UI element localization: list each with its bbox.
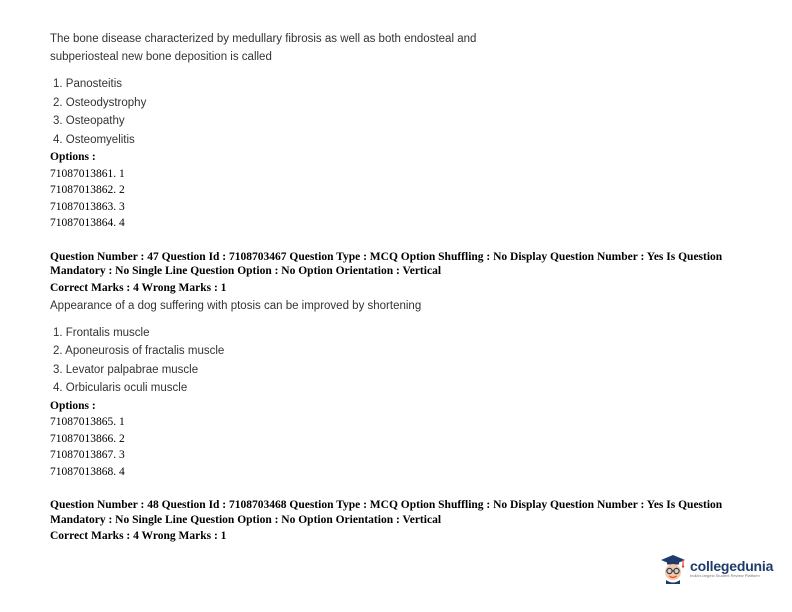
question-paper [50,30,750,545]
question-marks: Correct Marks : 4 Wrong Marks : 1 [50,281,227,294]
collegedunia-logo [660,553,773,585]
logo-wordmark: collegedunia [690,558,774,574]
option-id: 71087013864. 4 [50,217,125,229]
option-id: 71087013868. 4 [50,465,125,478]
answer-option: 1. Panosteitis [53,78,123,90]
options-label: Options : [50,151,96,163]
option-id: 71087013865. 1 [50,416,125,428]
question-stem: Appearance of a dog suffering with ptosis can be improved by shortening [50,299,422,312]
answer-option: 1. Frontalis muscle [53,326,150,339]
option-id: 71087013866. 2 [50,432,125,445]
answer-option: 4. Orbicularis oculi muscle [53,382,188,394]
answer-option: 3. Osteopathy [53,115,125,127]
question-48 [50,498,750,545]
answer-option: 2. Aponeurosis of fractalis muscle [53,345,225,357]
option-id: 71087013862. 2 [50,184,125,196]
answer-option: 4. Osteomyelitis [53,133,135,146]
graduate-mascot-icon [660,554,686,584]
answer-options [53,324,750,398]
option-id: 71087013863. 3 [50,200,125,213]
answer-option: 2. Osteodystrophy [53,96,147,109]
option-id: 71087013867. 3 [50,449,125,461]
question-46 [50,30,750,232]
options-label: Options : [50,399,96,412]
question-meta: Question Number : 48 Question Id : 7108703468 Question Type : MCQ Option Shuffling : No Display Question Number : Yes Is Question Mandatory : No Single Line Question Option : No Option Orientation : Vertical [50,499,723,526]
question-marks: Correct Marks : 4 Wrong Marks : 1 [50,530,227,542]
option-id: 71087013861. 1 [50,167,125,180]
question-47 [50,250,750,481]
question-stem: The bone disease characterized by medullary fibrosis as well as both endosteal and subperiosteal new bone deposition is called [50,33,477,63]
answer-option: 3. Levator palpabrae muscle [53,363,199,376]
answer-options [53,75,750,149]
logo-tagline: India's largest Student Review Platform [690,573,760,578]
question-meta: Question Number : 47 Question Id : 7108703467 Question Type : MCQ Option Shuffling : No Display Question Number : Yes Is Question Mandatory : No Single Line Question Option : No Option Orientation : Vertical [50,250,723,277]
